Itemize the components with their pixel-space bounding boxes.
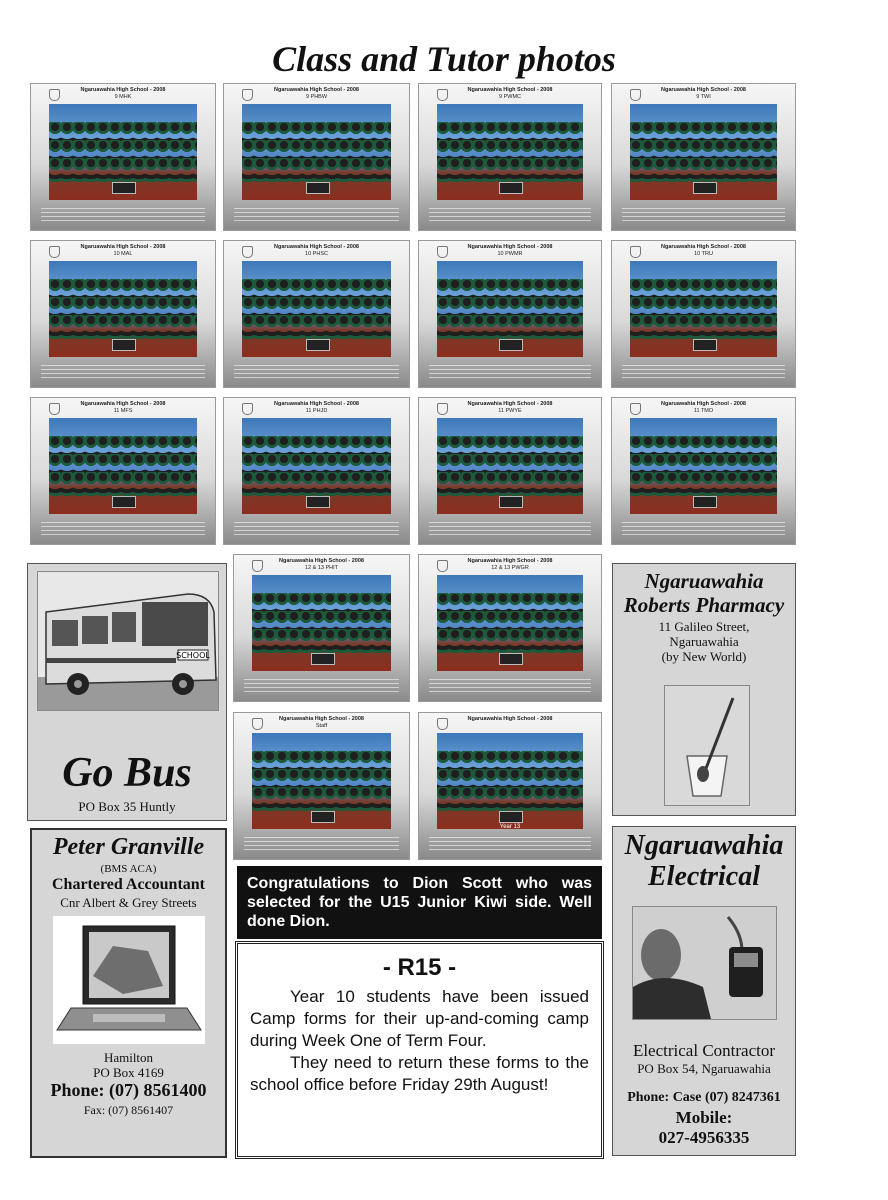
photo-caption-names [622, 208, 785, 224]
photo-caption-names [244, 679, 399, 695]
class-sign [306, 339, 330, 351]
class-photo [233, 712, 410, 860]
gobus-name: Go Bus [62, 750, 192, 796]
class-sign [311, 811, 335, 823]
medicine-image [664, 685, 750, 806]
photo-class: 11 MFS [113, 408, 133, 414]
pharmacy-name-line2: Roberts Pharmacy [623, 593, 785, 617]
photo-class: 10 TRU [694, 251, 713, 257]
photo-caption-names [41, 365, 205, 381]
photo-school: Ngaruawahia High School - 2008 [80, 244, 166, 250]
class-sign [693, 182, 717, 194]
class-photo [418, 83, 602, 231]
photo-class: Staff [315, 723, 328, 729]
photo-caption-names [622, 365, 785, 381]
photo-school: Ngaruawahia High School - 2008 [274, 244, 359, 250]
group-photo-image [630, 418, 777, 514]
class-sign [693, 339, 717, 351]
camp-para2: They need to return these forms to the school office before Friday 29th August! [250, 1053, 589, 1094]
accountant-fax: Fax: (07) 8561407 [83, 1103, 174, 1117]
class-sign [306, 496, 330, 508]
photo-class: 9 PHBW [305, 94, 328, 100]
accountant-quals: (BMS ACA) [100, 863, 157, 875]
electrical-mobile-label: Mobile: [675, 1108, 733, 1127]
class-sign [499, 653, 523, 665]
photo-caption-names [234, 365, 399, 381]
gobus-address: PO Box 35 Huntly [78, 799, 176, 814]
group-photo-image [49, 418, 197, 514]
class-sign [499, 182, 523, 194]
class-sign [112, 182, 136, 194]
pharmacy-note: (by New World) [661, 649, 747, 664]
photo-school: Ngaruawahia High School - 2008 [661, 244, 746, 250]
class-photo [30, 83, 216, 231]
photo-school: Ngaruawahia High School - 2008 [467, 401, 553, 407]
electrician-image [632, 906, 777, 1020]
group-photo-image [252, 575, 391, 671]
class-sign [306, 182, 330, 194]
photo-caption-names [622, 522, 785, 538]
photo-school: Ngaruawahia High School - 2008 [274, 87, 359, 93]
class-photo [223, 397, 410, 545]
photo-school: Ngaruawahia High School - 2008 [80, 87, 166, 93]
group-photo-image [630, 104, 777, 200]
photo-caption-names [41, 208, 205, 224]
electrical-name-line1: Ngaruawahia [624, 830, 784, 861]
group-photo-image [49, 261, 197, 357]
class-photo [223, 83, 410, 231]
class-photo [418, 397, 602, 545]
class-photo [611, 83, 796, 231]
photo-class: 12 & 13 PHIT [304, 565, 339, 571]
photo-caption-names [429, 679, 591, 695]
class-photo [30, 240, 216, 388]
bus-illustration [38, 572, 219, 711]
photo-school: Ngaruawahia High School - 2008 [661, 87, 746, 93]
photo-caption-names [234, 208, 399, 224]
accountant-phone: Phone: (07) 8561400 [50, 1080, 207, 1100]
electrical-ad [612, 826, 796, 1156]
laptop-illustration [53, 916, 205, 1044]
photo-caption-names [244, 837, 399, 853]
photo-caption-names [429, 522, 591, 538]
photo-class: 11 TMO [693, 408, 714, 414]
group-photo-image [252, 733, 391, 829]
accountant-role: Chartered Accountant [51, 876, 206, 893]
photo-class: 10 MAL [113, 251, 133, 257]
class-sign [311, 653, 335, 665]
class-sign [112, 339, 136, 351]
accountant-name: Peter Granville [52, 834, 205, 860]
class-sign [499, 496, 523, 508]
electrical-phone: Phone: Case (07) 8247361 [627, 1090, 781, 1105]
glass-spoon-illustration [665, 686, 749, 805]
photo-school: Ngaruawahia High School - 2008 [80, 401, 166, 407]
photo-class: 9 PWMC [499, 94, 521, 100]
group-photo-image [49, 104, 197, 200]
photo-school: Ngaruawahia High School - 2008 [467, 716, 553, 722]
pharmacy-name-line1: Ngaruawahia [644, 569, 764, 593]
photo-school: Ngaruawahia High School - 2008 [467, 87, 553, 93]
photo-school: Ngaruawahia High School - 2008 [467, 244, 553, 250]
group-photo-image [437, 733, 583, 829]
accountant-address: Cnr Albert & Grey Streets [60, 895, 197, 910]
pharmacy-ad [612, 563, 796, 816]
class-photo [418, 712, 602, 860]
photo-class: 9 TWI [696, 94, 711, 100]
photo-school: Ngaruawahia High School - 2008 [279, 716, 364, 722]
group-photo-image [242, 418, 391, 514]
group-photo-image [242, 261, 391, 357]
camp-notice [235, 941, 604, 1159]
gobus-ad [27, 563, 227, 821]
electrician-illustration [633, 907, 776, 1019]
electrical-mobile: 027-4956335 [658, 1128, 750, 1147]
class-sign [112, 496, 136, 508]
class-photo [233, 554, 410, 702]
photo-class: 10 PHSC [305, 251, 328, 257]
photo-class: 12 & 13 PWGR [491, 565, 529, 571]
pharmacy-street: 11 Galileo Street, [658, 619, 750, 634]
class-photo [30, 397, 216, 545]
electrical-pobox: PO Box 54, Ngaruawahia [637, 1061, 771, 1076]
photo-caption-names [429, 837, 591, 853]
class-photo [418, 240, 602, 388]
bus-image [37, 571, 219, 711]
group-photo-image [242, 104, 391, 200]
page-title: Class and Tutor photos [272, 39, 616, 79]
photo-school: Ngaruawahia High School - 2008 [661, 401, 746, 407]
photo-class: 11 PWYE [498, 408, 522, 414]
photo-school: Ngaruawahia High School - 2008 [274, 401, 359, 407]
camp-heading: - R15 - [382, 954, 457, 981]
class-sign [499, 811, 523, 823]
congrats-text: Congratulations to Dion Scott who was selected for the U15 Junior Kiwi side. Well done Dion. [247, 875, 592, 930]
class-sign [693, 496, 717, 508]
photo-caption-names [234, 522, 399, 538]
laptop-image [53, 916, 205, 1044]
group-photo-image [437, 261, 583, 357]
photo-class: 11 PHJD [305, 408, 328, 414]
bus-sign: SCHOOL [176, 651, 210, 660]
group-photo-image [437, 575, 583, 671]
group-photo-image [437, 418, 583, 514]
class-photo [611, 240, 796, 388]
accountant-ad [30, 828, 227, 1158]
group-photo-image [630, 261, 777, 357]
photo-caption-names [429, 365, 591, 381]
pharmacy-town: Ngaruawahia [669, 634, 739, 649]
electrical-name-line2: Electrical [648, 861, 760, 892]
photo-caption-names [429, 208, 591, 224]
photo-caption-names [41, 522, 205, 538]
photo-school: Ngaruawahia High School - 2008 [279, 558, 364, 564]
camp-para1: Year 10 students have been issued Camp forms for their up-and-coming camp during Week One of Term Four. [250, 987, 589, 1050]
photo-school: Ngaruawahia High School - 2008 [467, 558, 553, 564]
photo-footer: Year 13 [499, 824, 521, 829]
accountant-city: Hamilton [103, 1050, 154, 1065]
accountant-pobox: PO Box 4169 [93, 1065, 164, 1080]
photo-class: 9 MHK [114, 94, 132, 100]
photo-class: 10 PWMR [497, 251, 523, 257]
electrical-role: Electrical Contractor [632, 1041, 776, 1060]
group-photo-image [437, 104, 583, 200]
class-photo [611, 397, 796, 545]
class-photo [223, 240, 410, 388]
congrats-box [237, 866, 602, 939]
class-sign [499, 339, 523, 351]
class-photo [418, 554, 602, 702]
